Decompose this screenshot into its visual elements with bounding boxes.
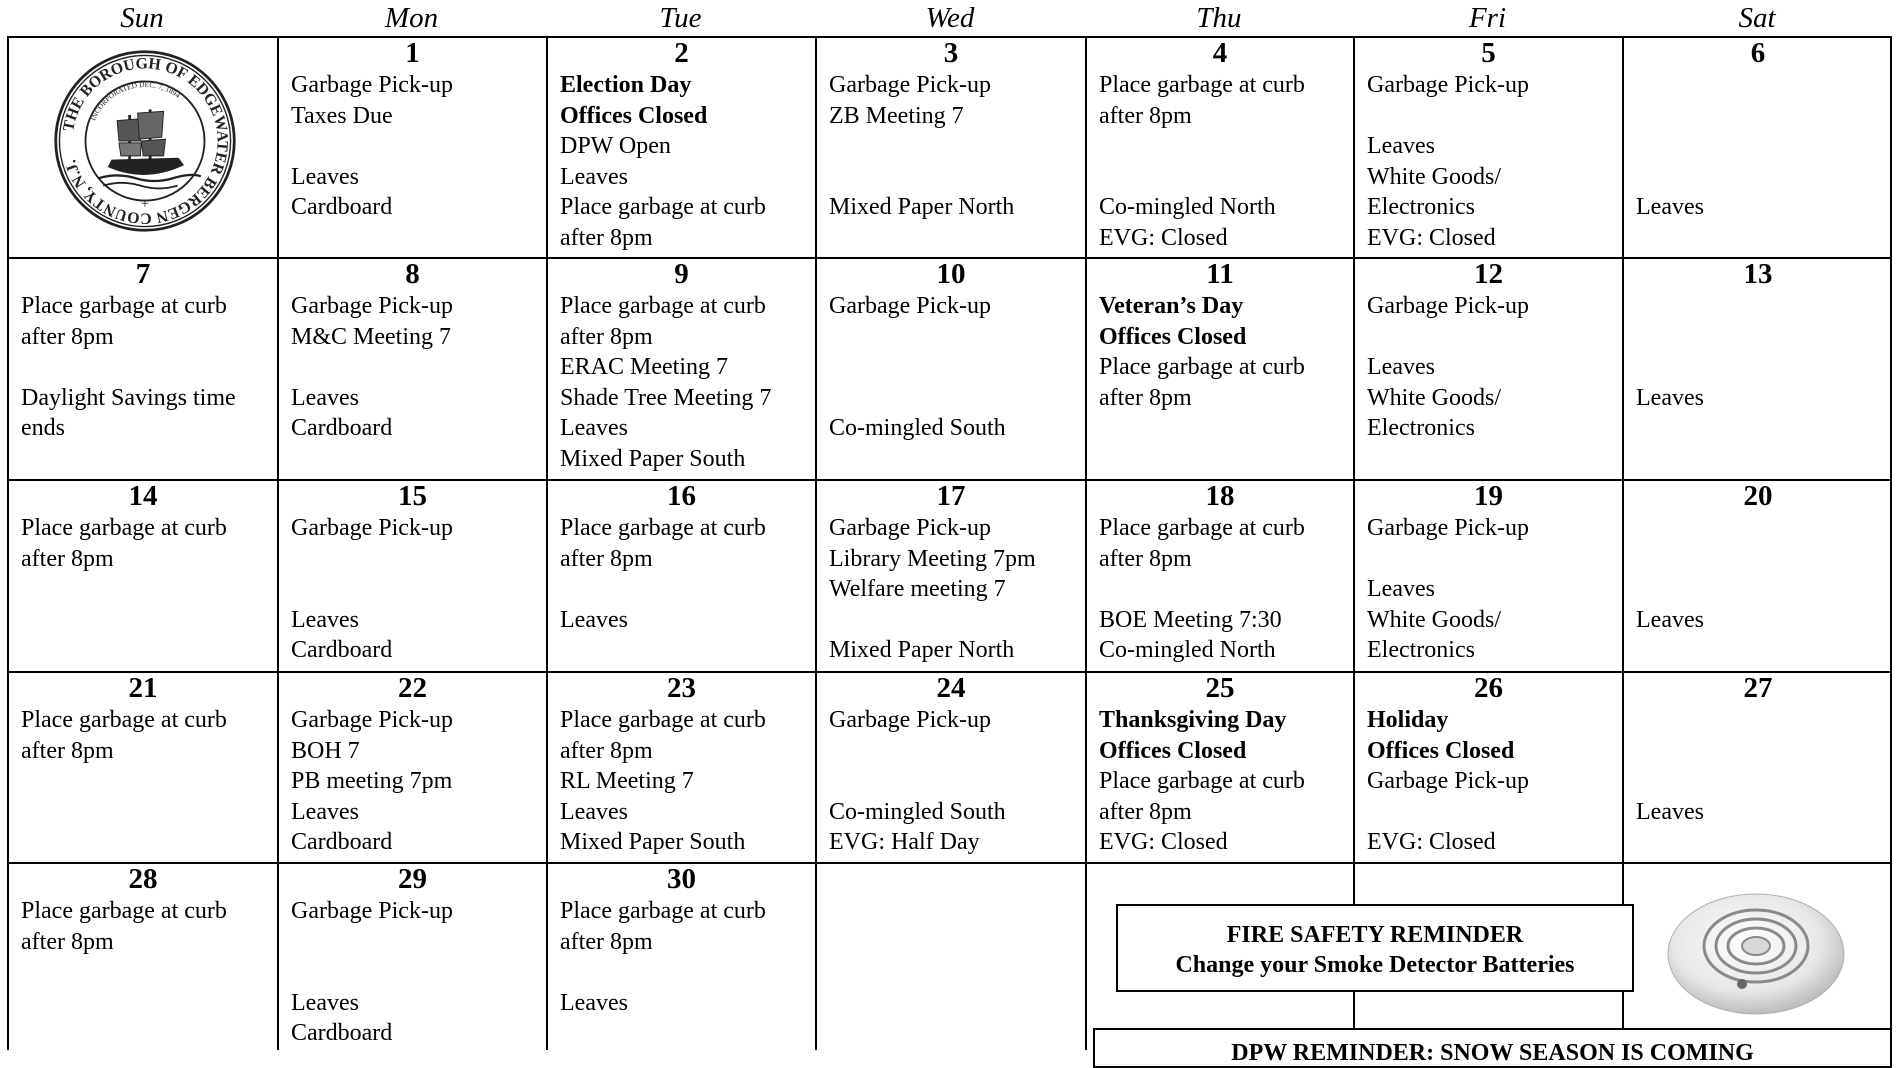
- event-line: after 8pm: [1099, 798, 1192, 825]
- smoke-detector-icon: [1660, 884, 1852, 1018]
- event-line: [279, 574, 546, 605]
- day-cell-9[interactable]: [548, 259, 815, 479]
- event-line: Garbage Pick-up: [829, 707, 991, 733]
- event-line: [817, 322, 1085, 353]
- day-number: 5: [1481, 38, 1496, 69]
- weekday-header-thu: Thu: [1196, 2, 1242, 34]
- event-line: Garbage Pick-up: [291, 293, 453, 319]
- day-number: 19: [1474, 481, 1503, 512]
- event-line: [1087, 574, 1353, 605]
- event-line: [817, 766, 1085, 797]
- event-line: Cardboard: [291, 637, 393, 663]
- event-line: Electronics: [1367, 415, 1475, 441]
- event-line: [817, 605, 1085, 636]
- event-line: Garbage Pick-up: [1367, 293, 1529, 319]
- event-line: BOE Meeting 7:30: [1099, 606, 1282, 633]
- event-line: [817, 162, 1085, 193]
- event-line: Leaves: [1636, 384, 1704, 411]
- day-number: 8: [405, 259, 420, 290]
- event-line: after 8pm: [21, 737, 114, 764]
- event-line: [817, 383, 1085, 414]
- event-line: Place garbage at curb: [21, 293, 227, 319]
- day-number: 15: [398, 481, 427, 512]
- event-line: Place garbage at curb: [1099, 72, 1305, 98]
- grid-vline: [815, 862, 817, 1050]
- event-line: Leaves: [1367, 354, 1435, 380]
- event-line: [279, 544, 546, 575]
- event-line: Garbage Pick-up: [291, 898, 453, 924]
- event-line: DPW Open: [560, 133, 671, 159]
- event-line: Place garbage at curb: [560, 515, 766, 541]
- day-cell-13[interactable]: [1624, 259, 1892, 479]
- day-cell-4[interactable]: [1087, 38, 1353, 257]
- event-line: Leaves: [1636, 194, 1704, 220]
- day-number: 9: [674, 259, 689, 290]
- day-number: 24: [936, 673, 966, 704]
- borough-seal-icon: [52, 48, 238, 234]
- day-cell-5[interactable]: [1355, 38, 1622, 257]
- event-line: [1624, 574, 1892, 605]
- event-line: Garbage Pick-up: [291, 707, 453, 733]
- event-line: [1087, 162, 1353, 193]
- event-line: [817, 736, 1085, 767]
- event-line: [279, 957, 546, 988]
- weekday-header-mon: Mon: [384, 2, 439, 34]
- day-cell-29[interactable]: [279, 864, 546, 1050]
- event-line: Offices Closed: [1099, 323, 1247, 350]
- day-cell-12[interactable]: [1355, 259, 1622, 479]
- day-number: 27: [1743, 673, 1773, 704]
- fire-reminder-subtitle: Change your Smoke Detector Batteries: [1175, 952, 1575, 978]
- event-line: EVG: Closed: [1099, 224, 1228, 251]
- day-number: 2: [674, 38, 689, 69]
- event-line: Library Meeting 7pm: [829, 545, 1036, 572]
- day-number: 7: [135, 259, 151, 290]
- day-number: 17: [936, 481, 966, 512]
- event-line: White Goods/: [1367, 384, 1501, 411]
- event-line: Garbage Pick-up: [829, 515, 991, 541]
- event-line: after 8pm: [560, 224, 653, 251]
- fire-reminder-title: FIRE SAFETY REMINDER: [1226, 922, 1524, 948]
- dpw-reminder: [1093, 1028, 1892, 1068]
- event-line: ZB Meeting 7: [829, 102, 964, 129]
- svg-text:+: +: [140, 195, 150, 212]
- event-line: M&C Meeting 7: [291, 323, 451, 350]
- day-number: 28: [128, 864, 158, 895]
- event-line: [548, 574, 815, 605]
- event-line: Mixed Paper North: [829, 194, 1015, 220]
- event-line: after 8pm: [560, 323, 653, 350]
- event-line: Mixed Paper North: [829, 637, 1015, 663]
- event-line: Garbage Pick-up: [1367, 72, 1529, 98]
- day-cell-6[interactable]: [1624, 38, 1892, 257]
- event-line: Place garbage at curb: [560, 707, 766, 733]
- event-line: [279, 131, 546, 162]
- event-line: after 8pm: [21, 545, 114, 572]
- day-cell-10[interactable]: [817, 259, 1085, 479]
- day-cell-17[interactable]: [817, 481, 1085, 671]
- event-line: Offices Closed: [560, 102, 708, 129]
- event-line: RL Meeting 7: [560, 768, 694, 794]
- event-line: Mixed Paper South: [560, 445, 746, 472]
- day-cell-22[interactable]: [279, 673, 546, 862]
- event-line: after 8pm: [21, 928, 114, 955]
- event-line: Place garbage at curb: [1099, 768, 1305, 794]
- weekday-header-sun: Sun: [120, 2, 164, 34]
- weekday-header-sat: Sat: [1738, 2, 1776, 34]
- event-line: Mixed Paper South: [560, 829, 746, 855]
- day-cell-21[interactable]: [9, 673, 277, 862]
- event-line: Electronics: [1367, 637, 1475, 663]
- event-line: [1624, 513, 1892, 544]
- event-line: after 8pm: [560, 545, 653, 572]
- event-line: ends: [21, 415, 65, 441]
- event-line: EVG: Closed: [1367, 829, 1496, 855]
- event-line: [1355, 101, 1622, 132]
- event-line: Electronics: [1367, 194, 1475, 220]
- event-line: Leaves: [1367, 133, 1435, 159]
- day-number: 3: [943, 38, 959, 69]
- event-line: Place garbage at curb: [560, 898, 766, 924]
- event-line: Offices Closed: [1367, 737, 1515, 764]
- day-number: 26: [1474, 673, 1503, 704]
- event-line: [1624, 322, 1892, 353]
- event-line: EVG: Closed: [1367, 224, 1496, 251]
- day-cell-24[interactable]: [817, 673, 1085, 862]
- day-cell-1[interactable]: [279, 38, 546, 257]
- day-cell-7[interactable]: [9, 259, 277, 479]
- event-line: Garbage Pick-up: [291, 515, 453, 541]
- day-cell-26[interactable]: [1355, 673, 1622, 862]
- event-line: Thanksgiving Day: [1099, 707, 1287, 733]
- event-line: Leaves: [560, 798, 628, 825]
- event-line: Shade Tree Meeting 7: [560, 384, 772, 411]
- event-line: Place garbage at curb: [560, 293, 766, 319]
- day-number: 13: [1743, 259, 1773, 290]
- event-line: [1624, 544, 1892, 575]
- event-line: [1355, 797, 1622, 828]
- event-line: Leaves: [560, 606, 628, 633]
- event-line: Co-mingled North: [1099, 194, 1276, 220]
- seal-outer-text: THE BOROUGH OF EDGEWATER BERGEN COUNTY, N.J.: [60, 55, 231, 227]
- event-line: BOH 7: [291, 737, 360, 764]
- day-cell-27[interactable]: [1624, 673, 1892, 862]
- day-number: 14: [128, 481, 158, 512]
- event-line: [548, 957, 815, 988]
- day-cell-8[interactable]: [279, 259, 546, 479]
- event-line: after 8pm: [560, 928, 653, 955]
- event-line: [1624, 101, 1892, 132]
- event-line: Leaves: [291, 989, 359, 1016]
- event-line: [1355, 544, 1622, 575]
- event-line: [1355, 322, 1622, 353]
- event-line: Place garbage at curb: [1099, 515, 1305, 541]
- day-cell-11[interactable]: [1087, 259, 1353, 479]
- grid-vline: [1085, 862, 1087, 1050]
- day-cell-14[interactable]: [9, 481, 277, 671]
- day-number: 11: [1206, 259, 1234, 290]
- day-cell-2[interactable]: [548, 38, 815, 257]
- event-line: Garbage Pick-up: [829, 293, 991, 319]
- event-line: Leaves: [560, 163, 628, 190]
- event-line: Holiday: [1367, 707, 1449, 733]
- event-line: [279, 352, 546, 383]
- event-line: [1624, 766, 1892, 797]
- event-line: Cardboard: [291, 194, 393, 220]
- day-number: 22: [398, 673, 427, 704]
- day-cell-20[interactable]: [1624, 481, 1892, 671]
- event-line: White Goods/: [1367, 606, 1501, 633]
- event-line: Garbage Pick-up: [1367, 768, 1529, 794]
- day-cell-15[interactable]: [279, 481, 546, 671]
- event-line: [1087, 131, 1353, 162]
- day-number: 4: [1212, 38, 1228, 69]
- event-line: Veteran’s Day: [1099, 293, 1244, 319]
- event-line: EVG: Half Day: [829, 829, 980, 855]
- day-number: 20: [1743, 481, 1773, 512]
- event-line: [1624, 736, 1892, 767]
- event-line: Leaves: [1367, 576, 1435, 602]
- event-line: after 8pm: [21, 323, 114, 350]
- event-line: PB meeting 7pm: [291, 768, 453, 794]
- event-line: Place garbage at curb: [21, 515, 227, 541]
- day-number: 12: [1474, 259, 1503, 290]
- event-line: Leaves: [560, 989, 628, 1016]
- weekday-header-wed: Wed: [925, 2, 975, 34]
- day-cell-28[interactable]: [9, 864, 277, 1050]
- event-line: [9, 352, 277, 383]
- event-line: Leaves: [291, 163, 359, 190]
- event-line: Garbage Pick-up: [829, 72, 991, 98]
- event-line: [1624, 70, 1892, 101]
- day-cell-25[interactable]: [1087, 673, 1353, 862]
- event-line: Leaves: [560, 415, 628, 441]
- event-line: [1624, 162, 1892, 193]
- day-number: 25: [1205, 673, 1235, 704]
- day-number: 10: [936, 259, 966, 290]
- event-line: Welfare meeting 7: [829, 576, 1006, 602]
- event-line: Place garbage at curb: [560, 194, 766, 220]
- event-line: [1624, 705, 1892, 736]
- day-cell-19[interactable]: [1355, 481, 1622, 671]
- event-line: [1624, 291, 1892, 322]
- event-line: Garbage Pick-up: [1367, 515, 1529, 541]
- event-line: Leaves: [1636, 798, 1704, 825]
- event-line: after 8pm: [560, 737, 653, 764]
- day-cell-23[interactable]: [548, 673, 815, 862]
- weekday-header-fri: Fri: [1468, 2, 1507, 34]
- event-line: Leaves: [291, 798, 359, 825]
- event-line: Taxes Due: [291, 102, 393, 129]
- event-line: [817, 131, 1085, 162]
- event-line: Leaves: [1636, 606, 1704, 633]
- event-line: Co-mingled South: [829, 798, 1006, 825]
- event-line: Cardboard: [291, 1020, 393, 1046]
- event-line: after 8pm: [1099, 102, 1192, 129]
- day-number: 1: [405, 38, 420, 69]
- day-cell-30[interactable]: [548, 864, 815, 1050]
- event-line: Leaves: [291, 384, 359, 411]
- event-line: Cardboard: [291, 415, 393, 441]
- day-number: 29: [398, 864, 427, 895]
- event-line: Place garbage at curb: [21, 898, 227, 924]
- event-line: Garbage Pick-up: [291, 72, 453, 98]
- event-line: [1624, 131, 1892, 162]
- event-line: [279, 927, 546, 958]
- event-line: after 8pm: [1099, 545, 1192, 572]
- event-line: Co-mingled South: [829, 415, 1006, 441]
- day-number: 23: [667, 673, 696, 704]
- day-cell-18[interactable]: [1087, 481, 1353, 671]
- day-cell-3[interactable]: [817, 38, 1085, 257]
- day-cell-16[interactable]: [548, 481, 815, 671]
- day-number: 18: [1205, 481, 1235, 512]
- fire-safety-reminder: [1116, 904, 1634, 992]
- event-line: [817, 352, 1085, 383]
- event-line: ERAC Meeting 7: [560, 354, 728, 380]
- event-line: Daylight Savings time: [21, 384, 236, 411]
- event-line: [1624, 352, 1892, 383]
- day-number: 21: [128, 673, 158, 704]
- day-number: 6: [1750, 38, 1766, 69]
- event-line: Election Day: [560, 72, 692, 98]
- seal-inner-text: INCORPORATED DEC. 7, 1894: [88, 80, 182, 122]
- event-line: Leaves: [291, 606, 359, 633]
- event-line: White Goods/: [1367, 163, 1501, 190]
- event-line: Co-mingled North: [1099, 637, 1276, 663]
- dpw-reminder-title: DPW REMINDER: SNOW SEASON IS COMING: [1231, 1040, 1754, 1066]
- event-line: Cardboard: [291, 829, 393, 855]
- event-line: Place garbage at curb: [21, 707, 227, 733]
- event-line: Offices Closed: [1099, 737, 1247, 764]
- event-line: EVG: Closed: [1099, 829, 1228, 855]
- day-number: 30: [667, 864, 696, 895]
- weekday-header-tue: Tue: [659, 2, 702, 34]
- day-number: 16: [667, 481, 696, 512]
- event-line: Place garbage at curb: [1099, 354, 1305, 380]
- event-line: after 8pm: [1099, 384, 1192, 411]
